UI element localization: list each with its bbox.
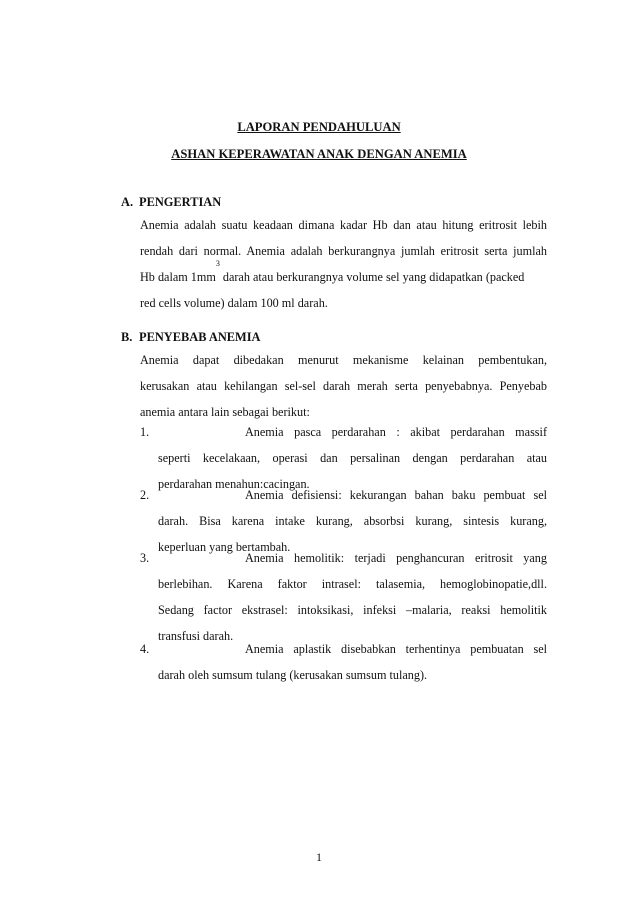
- section-b-paragraph: [140, 347, 547, 425]
- line-text: darah. Bisa karena intake kurang, absorbsi kurang, sintesis kurang,: [158, 514, 547, 528]
- list-item: [140, 545, 547, 649]
- line-text: Anemia hemolitik: terjadi penghancuran eritrosit yang: [245, 551, 547, 565]
- list-item-continuation: [140, 508, 547, 534]
- list-item: [140, 636, 547, 688]
- list-item-continuation: [140, 571, 547, 597]
- section-b-heading: [121, 330, 261, 345]
- list-item-first-row: [140, 636, 547, 662]
- list-item-text: [245, 545, 547, 571]
- line-text: Anemia dapat dibedakan menurut mekanisme kelainan pembentukan,: [140, 353, 547, 367]
- section-b-title: PENYEBAB ANEMIA: [139, 330, 261, 344]
- list-item-text: [245, 482, 547, 508]
- line-text: Sedang factor ekstrasel: intoksikasi, infeksi –malaria, reaksi hemolitik: [158, 603, 547, 617]
- paragraph-line: [140, 290, 547, 316]
- list-item-first-row: [140, 482, 547, 508]
- list-item-text: [245, 419, 547, 445]
- list-item-text: [245, 636, 547, 662]
- list-item-continuation: [140, 597, 547, 623]
- line-text: red cells volume) dalam 100 ml darah.: [140, 296, 328, 310]
- line-text: berlebihan. Karena faktor intrasel: talasemia, hemoglobinopatie,dll.: [158, 577, 547, 591]
- list-item-first-row: [140, 419, 547, 445]
- paragraph-line: [140, 212, 547, 238]
- paragraph-line: [140, 347, 547, 373]
- list-item-number: 1.: [140, 425, 150, 439]
- line-text: perdarahan menahun:cacingan.: [158, 477, 310, 491]
- document-subtitle: ASHAN KEPERAWATAN ANAK DENGAN ANEMIA: [171, 147, 467, 161]
- line-text: Anemia pasca perdarahan : akibat perdarahan massif: [245, 425, 547, 439]
- list-item-first-row: [140, 545, 547, 571]
- paragraph-line: [140, 238, 547, 264]
- section-a-title: PENGERTIAN: [139, 195, 222, 209]
- paragraph-line: [140, 259, 547, 290]
- superscript: 3: [215, 259, 220, 268]
- section-b-letter: B.: [121, 330, 133, 344]
- line-text: rendah dari normal. Anemia adalah berkurangnya jumlah eritrosit serta jumlah: [140, 244, 547, 258]
- line-text: keperluan yang bertambah.: [158, 540, 291, 554]
- list-item-continuation: [140, 662, 547, 688]
- line-text: transfusi darah.: [158, 629, 234, 643]
- line-text: kerusakan atau kehilangan sel-sel darah merah serta penyebabnya. Penyebab: [140, 379, 547, 393]
- section-a-letter: A.: [121, 195, 134, 209]
- list-item-number: 3.: [140, 551, 150, 565]
- list-item-number: 4.: [140, 642, 150, 656]
- line-text: Anemia aplastik disebabkan terhentinya pembuatan sel: [245, 642, 547, 656]
- line-text: seperti kecelakaan, operasi dan persalinan dengan perdarahan atau: [158, 451, 547, 465]
- line-text: darah oleh sumsum tulang (kerusakan sumsum tulang).: [158, 668, 428, 682]
- line-text: Anemia adalah suatu keadaan dimana kadar Hb dan atau hitung eritrosit lebih: [140, 218, 547, 232]
- document-title: LAPORAN PENDAHULUAN: [237, 120, 401, 134]
- list-item-number: 2.: [140, 488, 150, 502]
- section-a-paragraph: [140, 212, 547, 316]
- page-number: 1: [316, 850, 322, 864]
- section-a-heading: [121, 195, 221, 210]
- list-item-continuation: [140, 445, 547, 471]
- line-text: anemia antara lain sebagai berikut:: [140, 405, 310, 419]
- line-text: Hb dalam 1mm: [140, 270, 216, 284]
- line-text: darah atau berkurangnya volume sel yang didapatkan (packed: [219, 270, 525, 284]
- paragraph-line: [140, 373, 547, 399]
- line-text: Anemia defisiensi: kekurangan bahan baku pembuat sel: [245, 488, 547, 502]
